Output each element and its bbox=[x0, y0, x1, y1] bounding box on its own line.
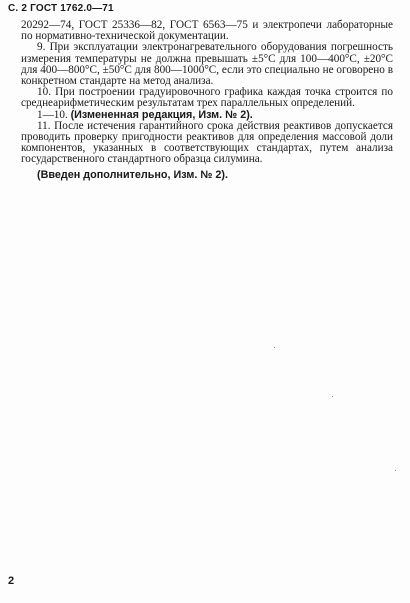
scan-speck bbox=[274, 347, 275, 348]
page-number: 2 bbox=[8, 575, 15, 587]
paragraph-9: 9. При эксплуатации электронагревательного оборудования погрешность измерения температуры не должна превышать ±5°С для 100—400°С, ±20°С для 400—800°С, ±50°С для 800—1000°С, если это специально не оговорено в конкретном стандарте на метод анализа. bbox=[21, 41, 393, 88]
addition-note: (Введен дополнительно, Изм. № 2). bbox=[37, 168, 228, 181]
paragraph-11-amendment bbox=[21, 170, 393, 181]
paragraph-11: 11. После истечения гарантийного срока действия реактивов допускается проводить проверку пригодности реактивов для определения массовой доли компонентов, указанных в соответствующих стандартах, путем анализа государственного стандартного образца силумина. bbox=[21, 119, 393, 166]
paragraph-10: 10. При построении градуировочного графика каждая точка строится по среднеарифметическим результатам трех параллельных определений. bbox=[21, 86, 393, 110]
paragraph-continuation: 20292—74, ГОСТ 25336—82, ГОСТ 6563—75 и электропечи лабораторные по нормативно-технической документации. bbox=[21, 19, 393, 43]
amendment-note: (Измененная редакция, Изм. № 2). bbox=[70, 108, 253, 121]
body-text bbox=[21, 20, 393, 181]
amendment-range: 1—10. bbox=[37, 108, 71, 121]
scan-speck bbox=[332, 396, 333, 397]
running-head: С. 2 ГОСТ 1762.0—71 bbox=[8, 3, 114, 14]
scan-speck bbox=[395, 470, 396, 471]
